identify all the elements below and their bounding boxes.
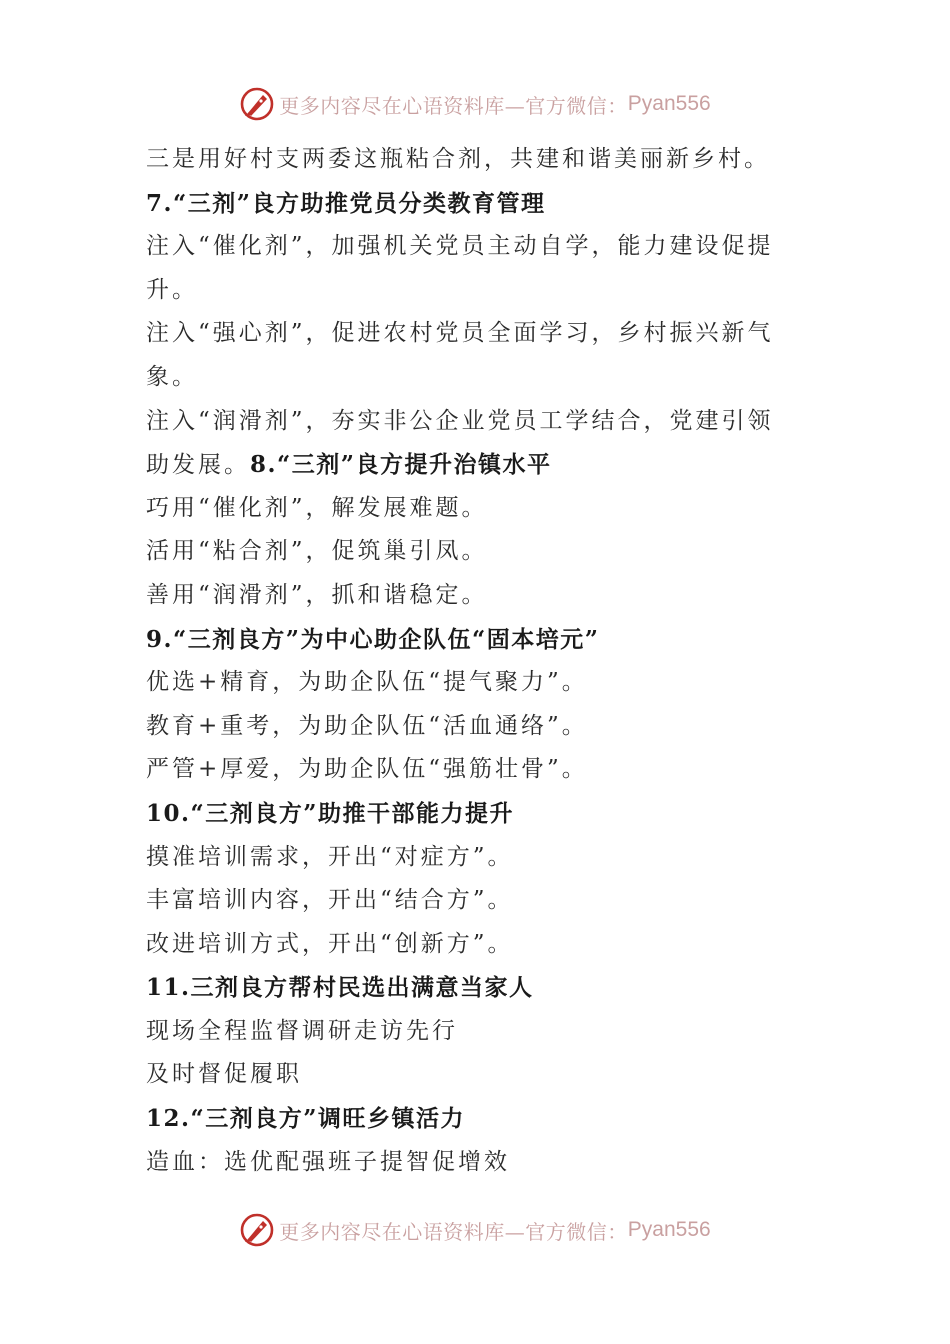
paragraph-line [146,923,806,967]
line-text: 11.三剂良方帮村民选出满意当家人 [146,974,534,1002]
watermark-id: Pyan556 [627,1218,711,1241]
paragraph-line [146,138,806,182]
section-heading [146,1097,806,1141]
paragraph-line [146,1141,806,1185]
line-text: 造血：选优配强班子提智促增效 [146,1148,510,1175]
paragraph-line [146,487,806,531]
section-heading [146,618,806,662]
section-heading [146,792,806,836]
paragraph-line [146,269,806,313]
paragraph-line [146,574,806,618]
paragraph-line [146,443,806,487]
watermark-text: 更多内容尽在心语资料库—官方微信： [279,93,628,118]
line-text: 助发展。 [146,452,250,479]
line-text: 优选+精育，为助企队伍“提气聚力”。 [146,669,588,696]
watermark-id: Pyan556 [627,92,711,115]
paragraph-line [146,1053,806,1097]
line-text: 升。 [146,276,198,303]
paragraph-line [146,312,806,356]
paragraph-line [146,225,806,269]
line-text: 活用“粘合剂”，促筑巢引凤。 [146,538,488,565]
line-text: 注入“润滑剂”，夯实非公企业党员工学结合，党建引领 [146,407,774,434]
line-text: 注入“催化剂”，加强机关党员主动自学，能力建设促提 [146,233,774,260]
section-heading [146,182,806,226]
line-text: 注入“强心剂”，促进农村党员全面学习，乡村振兴新气 [146,320,774,347]
paragraph-line [146,400,806,444]
paragraph-line [146,836,806,880]
pen-nib-logo-icon [239,86,275,122]
paragraph-line [146,748,806,792]
paragraph-line [146,356,806,400]
line-text: 7.“三剂”良方助推党员分类教育管理 [146,189,546,217]
watermark-banner-bottom [0,1210,950,1250]
document-body [146,138,806,1184]
section-heading-inline: 8.“三剂”良方提升治镇水平 [250,451,552,479]
line-text: 丰富培训内容，开出“结合方”。 [146,887,514,914]
line-text: 12.“三剂良方”调旺乡镇活力 [146,1105,465,1133]
paragraph-line [146,530,806,574]
line-text: 及时督促履职 [146,1061,302,1088]
paragraph-line [146,661,806,705]
line-text: 巧用“催化剂”，解发展难题。 [146,494,488,521]
section-heading [146,966,806,1010]
paragraph-line [146,879,806,923]
line-text: 现场全程监督调研走访先行 [146,1017,458,1044]
line-text: 摸准培训需求，开出“对症方”。 [146,843,514,870]
line-text: 三是用好村支两委这瓶粘合剂，共建和谐美丽新乡村。 [146,146,770,172]
line-text: 10.“三剂良方”助推干部能力提升 [146,799,514,827]
line-text: 改进培训方式，开出“创新方”。 [146,930,514,957]
line-text: 9.“三剂良方”为中心助企队伍“固本培元” [146,625,600,653]
line-text: 象。 [146,363,198,390]
line-text: 严管+厚爱，为助企队伍“强筋壮骨”。 [146,756,588,783]
line-text: 善用“润滑剂”，抓和谐稳定。 [146,581,488,608]
line-text: 教育+重考，为助企队伍“活血通络”。 [146,712,588,739]
paragraph-line [146,1010,806,1054]
watermark-text: 更多内容尽在心语资料库—官方微信： [279,1219,628,1244]
watermark-banner-top [0,84,950,124]
paragraph-line [146,705,806,749]
pen-nib-logo-icon [239,1212,275,1248]
